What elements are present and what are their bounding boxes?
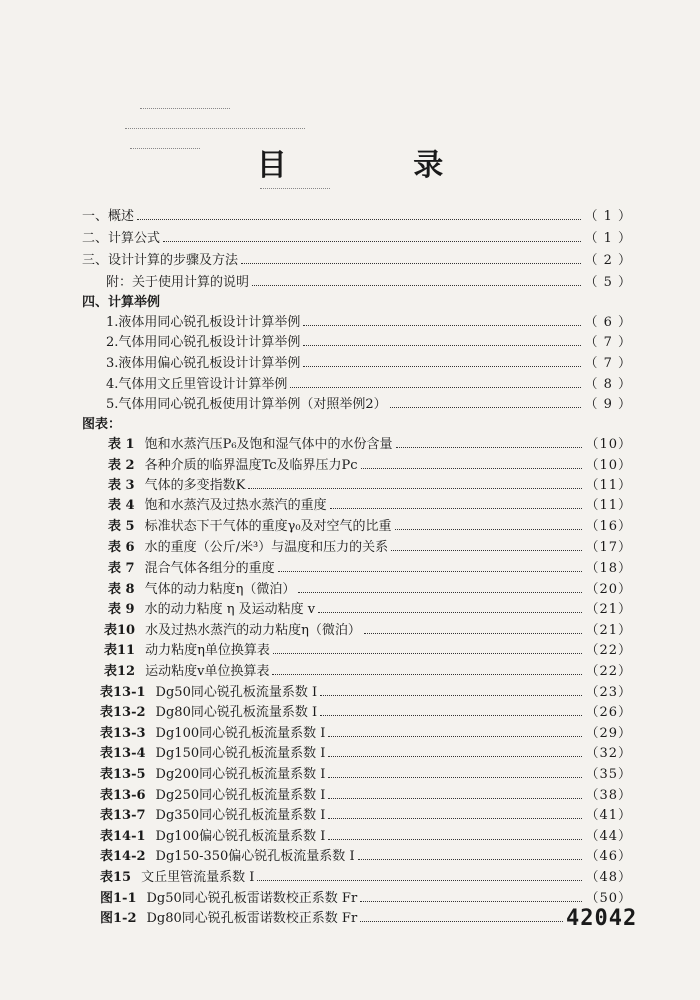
page-stamp: 42042	[566, 906, 638, 931]
toc-entry[interactable]	[104, 639, 632, 661]
dot-leader	[320, 695, 582, 696]
dot-leader	[361, 468, 583, 469]
toc-entry-label: 标准状态下干气体的重度γ₀及对空气的比重	[144, 519, 392, 534]
toc-entry[interactable]	[100, 825, 632, 847]
dot-leader	[364, 633, 583, 634]
toc-entry-page: （ 2 ）	[584, 253, 632, 268]
dot-leader	[318, 612, 582, 613]
toc-entry-page: （ 8 ）	[584, 377, 632, 392]
section-heading: 四、计算举例	[82, 295, 161, 310]
toc-entry-code: 表 5	[108, 519, 135, 534]
toc-entry[interactable]	[82, 227, 632, 249]
toc-entry-label: 气体的动力粘度η（微泊）	[144, 582, 296, 597]
dot-leader	[328, 777, 582, 778]
toc-entry-label: 饱和水蒸汽压P₆及饱和湿气体中的水份含量	[144, 437, 393, 452]
toc-entry-label: 运动粘度v单位换算表	[145, 664, 270, 679]
toc-entry-page: （ 5 ）	[584, 275, 632, 290]
toc-entry[interactable]	[100, 887, 632, 909]
toc-entry-page: （29）	[585, 726, 632, 741]
dot-leader	[395, 529, 583, 530]
dot-leader	[278, 571, 583, 572]
toc-entry-code: 表13-1	[100, 685, 146, 700]
section-heading: 图表：	[82, 417, 122, 432]
toc-entry-label: 各种介质的临界温度Tc及临界压力Pc	[144, 458, 358, 473]
toc-entry-label: Dg350同心锐孔板流量系数 I	[155, 808, 326, 823]
dot-leader	[272, 674, 582, 675]
toc-entry-label: 文丘里管流量系数 I	[141, 870, 255, 885]
toc-entry-code: 表13-2	[100, 705, 146, 720]
dot-leader	[273, 653, 583, 654]
toc-entry[interactable]	[108, 515, 632, 537]
toc-entry[interactable]	[108, 454, 632, 476]
toc-entry-label: 水及过热水蒸汽的动力粘度η（微泊）	[145, 623, 361, 638]
toc-entry-page: （ 9 ）	[584, 397, 632, 412]
toc-entry[interactable]	[108, 578, 632, 600]
toc-entry[interactable]	[100, 701, 632, 723]
toc-entry-label: 附：关于使用计算的说明	[106, 275, 250, 290]
dot-leader	[390, 407, 582, 408]
toc-entry[interactable]	[100, 722, 632, 744]
toc-entry-label: 气体的多变指数K	[144, 478, 246, 493]
dot-leader	[360, 901, 582, 902]
toc-entry-page: （23）	[585, 685, 632, 700]
toc-entry-page: （41）	[585, 808, 632, 823]
dot-leader	[248, 488, 582, 489]
toc-entry-label: 二、计算公式	[82, 231, 161, 246]
dot-leader	[303, 325, 581, 326]
toc-entry[interactable]	[104, 660, 632, 682]
toc-entry-page: （20）	[585, 582, 632, 597]
dot-leader	[391, 550, 582, 551]
dot-leader	[257, 880, 582, 881]
toc-entry-page: （18）	[585, 561, 632, 576]
toc-entry-label: 混合气体各组分的重度	[144, 561, 275, 576]
dot-leader	[396, 447, 583, 448]
toc-entry-code: 表14-1	[100, 829, 146, 844]
toc-entry[interactable]	[100, 763, 632, 785]
toc-entry[interactable]	[108, 598, 632, 620]
toc-entry-code: 表 1	[108, 437, 135, 452]
toc-entry-page: （44）	[585, 829, 632, 844]
toc-entry[interactable]	[108, 536, 632, 558]
toc-entry-page: （10）	[585, 437, 632, 452]
toc-entry-page: （16）	[585, 519, 632, 534]
toc-entry[interactable]	[100, 742, 632, 764]
toc-entry-code: 图1-1	[100, 891, 137, 906]
toc-entry-label: 动力粘度η单位换算表	[145, 643, 270, 658]
dot-leader	[328, 798, 582, 799]
toc-entry[interactable]	[100, 907, 566, 929]
toc-entry-label: 2.气体用同心锐孔板设计计算举例	[106, 335, 301, 350]
dot-leader	[252, 285, 581, 286]
toc-entry-code: 表13-6	[100, 788, 146, 803]
dot-leader	[328, 736, 582, 737]
toc-entry-page: （ 7 ）	[584, 356, 632, 371]
toc-entry-code: 图1-2	[100, 911, 137, 926]
toc-entry-code: 表 2	[108, 458, 135, 473]
dot-leader	[330, 508, 583, 509]
toc-entry-page: （46）	[585, 849, 632, 864]
toc-entry-page: （38）	[585, 788, 632, 803]
toc-entry-label: Dg150-350偏心锐孔板流量系数 I	[155, 849, 355, 864]
toc-entry-page: （22）	[585, 664, 632, 679]
toc-entry-page: （26）	[585, 705, 632, 720]
toc-entry[interactable]	[106, 331, 632, 353]
toc-entry-code: 表 6	[108, 540, 135, 555]
toc-entry-page: （ 7 ）	[584, 335, 632, 350]
toc-entry-code: 表13-5	[100, 767, 146, 782]
toc-entry-label: 一、概述	[82, 209, 135, 224]
toc-entry-code: 表11	[104, 643, 136, 658]
dot-leader	[163, 241, 581, 242]
toc-entry-label: Dg80同心锐孔板流量系数 I	[155, 705, 318, 720]
dot-leader	[328, 818, 582, 819]
toc-entry[interactable]	[106, 311, 632, 333]
toc-entry-page: （48）	[585, 870, 632, 885]
dot-leader	[328, 839, 582, 840]
page-title: 目 录	[256, 148, 502, 183]
toc-entry[interactable]	[104, 619, 632, 641]
dot-leader	[241, 263, 581, 264]
toc-entry-label: 1.液体用同心锐孔板设计计算举例	[106, 315, 301, 330]
dot-leader	[298, 592, 582, 593]
toc-entry-page: （ 1 ）	[584, 231, 632, 246]
toc-entry-label: Dg100偏心锐孔板流量系数 I	[155, 829, 326, 844]
toc-entry-label: 饱和水蒸汽及过热水蒸汽的重度	[144, 498, 327, 513]
toc-entry-page: （21）	[585, 602, 632, 617]
toc-entry-code: 表13-4	[100, 746, 146, 761]
toc-entry-code: 表14-2	[100, 849, 146, 864]
toc-entry-page: （50）	[585, 891, 632, 906]
toc-entry[interactable]	[100, 845, 632, 867]
toc-entry[interactable]	[100, 804, 632, 826]
toc-entry-page: （35）	[585, 767, 632, 782]
dot-leader	[303, 366, 581, 367]
toc-entry-label: 水的重度（公斤/米³）与温度和压力的关系	[144, 540, 389, 555]
toc-entry-page: （32）	[585, 746, 632, 761]
dot-leader	[137, 219, 581, 220]
toc-entry-label: Dg100同心锐孔板流量系数 I	[155, 726, 326, 741]
toc-entry-label: 水的动力粘度 η 及运动粘度 v	[144, 602, 316, 617]
toc-entry-code: 表 7	[108, 561, 135, 576]
toc-entry-label: Dg250同心锐孔板流量系数 I	[155, 788, 326, 803]
toc-entry-page: （10）	[585, 458, 632, 473]
toc-entry-label: 5.气体用同心锐孔板使用计算举例（对照举例2）	[106, 397, 387, 412]
toc-entry-page: （ 1 ）	[584, 209, 632, 224]
toc-entry[interactable]	[100, 866, 632, 888]
dot-leader	[320, 715, 582, 716]
toc-entry[interactable]	[106, 352, 632, 374]
toc-entry[interactable]	[108, 474, 632, 496]
toc-entry-label: 4.气体用文丘里管设计计算举例	[106, 377, 288, 392]
toc-entry-page: （22）	[585, 643, 632, 658]
dot-leader	[358, 859, 583, 860]
toc-entry-code: 表10	[104, 623, 136, 638]
toc-entry-code: 表 3	[108, 478, 135, 493]
toc-entry[interactable]	[108, 433, 632, 455]
toc-entry-label: Dg50同心锐孔板流量系数 I	[155, 685, 318, 700]
toc-entry-page: （17）	[585, 540, 632, 555]
toc-entry[interactable]	[82, 205, 632, 227]
toc-entry[interactable]	[108, 494, 632, 516]
dot-leader	[360, 921, 563, 922]
toc-entry-page: （ 6 ）	[584, 315, 632, 330]
toc-entry[interactable]	[106, 271, 632, 293]
toc-entry-code: 表13-3	[100, 726, 146, 741]
toc-entry[interactable]	[100, 681, 632, 703]
toc-entry-code: 表15	[100, 870, 132, 885]
toc-entry[interactable]	[108, 557, 632, 579]
dot-leader	[290, 387, 581, 388]
toc-entry-code: 表12	[104, 664, 136, 679]
toc-entry-label: Dg200同心锐孔板流量系数 I	[155, 767, 326, 782]
toc-entry[interactable]	[106, 393, 632, 415]
toc-entry-label: Dg50同心锐孔板雷诺数校正系数 Fr	[146, 891, 358, 906]
toc-entry-label: 三、设计计算的步骤及方法	[82, 253, 239, 268]
toc-entry-label: Dg150同心锐孔板流量系数 I	[155, 746, 326, 761]
dot-leader	[303, 345, 581, 346]
toc-entry-page: （11）	[585, 498, 632, 513]
toc-entry-code: 表13-7	[100, 808, 146, 823]
dot-leader	[328, 756, 582, 757]
toc-entry[interactable]	[82, 249, 632, 271]
toc-entry-page: （11）	[585, 478, 632, 493]
toc-entry-label: 3.液体用偏心锐孔板设计计算举例	[106, 356, 301, 371]
toc-entry-code: 表 8	[108, 582, 135, 597]
toc-entry[interactable]	[106, 373, 632, 395]
toc-entry-code: 表 4	[108, 498, 135, 513]
toc-entry-label: Dg80同心锐孔板雷诺数校正系数 Fr	[146, 911, 358, 926]
toc-entry-page: （21）	[585, 623, 632, 638]
toc-entry-code: 表 9	[108, 602, 135, 617]
toc-entry[interactable]	[100, 784, 632, 806]
